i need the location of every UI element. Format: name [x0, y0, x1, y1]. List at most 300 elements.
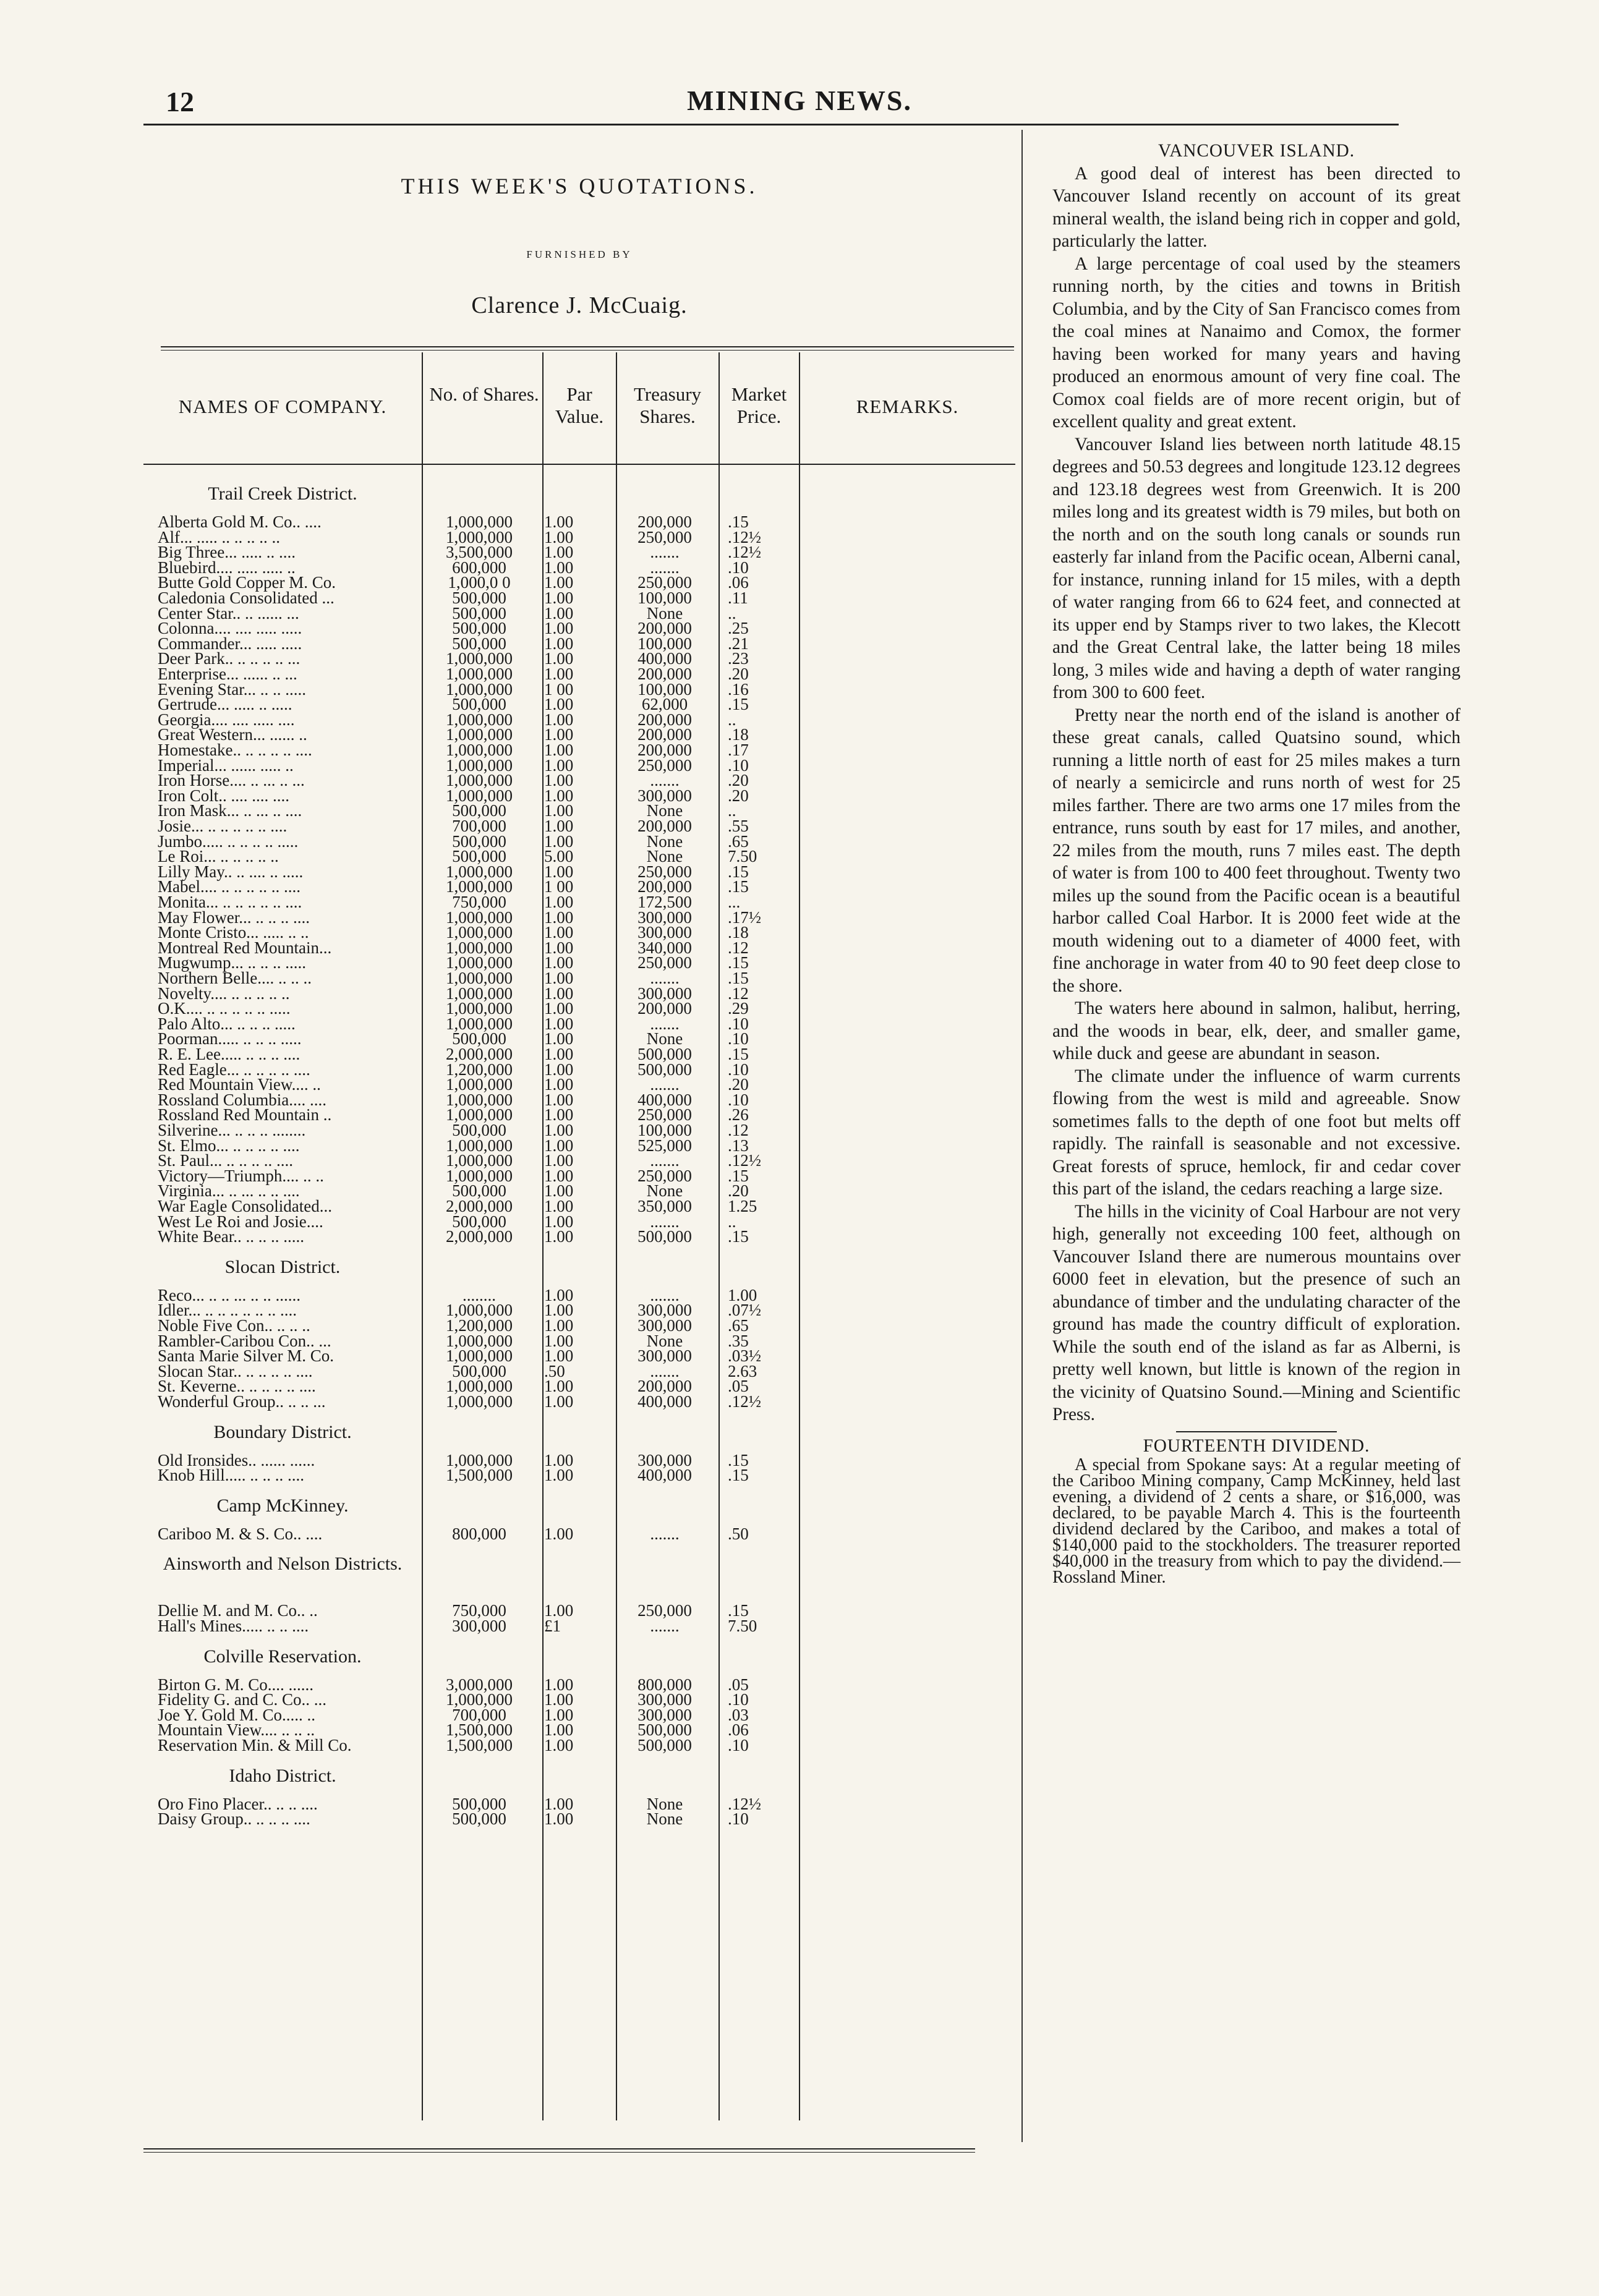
company-name: Iron Horse.... .. ... .. ...	[158, 771, 305, 790]
par-value: 1.00	[544, 755, 574, 775]
shares-value: ........	[463, 1285, 496, 1304]
treasury-value: 250,000	[637, 755, 692, 775]
table-bottom-rule	[143, 2152, 975, 2153]
par-value: 1.00	[544, 573, 574, 592]
company-name: Center Star.. .. ...... ...	[158, 603, 299, 623]
par-value: 1.00	[544, 543, 574, 562]
table-row	[0, 1466, 989, 1484]
table-row	[0, 1810, 989, 1827]
table-row	[0, 1737, 989, 1754]
shares-value: 1,000,000	[446, 725, 513, 744]
company-name: Alberta Gold M. Co.. ....	[158, 512, 322, 531]
company-name: Red Mountain View.... ..	[158, 1075, 321, 1094]
company-name: Old Ironsides.. ...... ......	[158, 1450, 315, 1469]
furnished-by: FURNISHED BY	[526, 249, 633, 260]
market-price: .15	[728, 969, 749, 987]
shares-value: 300,000	[452, 1617, 506, 1635]
market-price: .10	[728, 558, 749, 577]
shares-value: 750,000	[452, 1601, 506, 1620]
shares-value: 3,000,000	[446, 1675, 513, 1694]
par-value: 1.00	[544, 1285, 574, 1304]
par-value: 1.00	[544, 1060, 574, 1079]
par-value: 1.00	[544, 1166, 574, 1185]
company-name: St. Keverne.. .. .. .. .. ....	[158, 1377, 316, 1396]
par-value: 1.00	[544, 786, 574, 805]
company-name: R. E. Lee..... .. .. .. ....	[158, 1045, 301, 1063]
shares-value: 1,000,000	[446, 969, 513, 987]
shares-value: 1,000,000	[446, 1690, 513, 1709]
market-price: .55	[728, 817, 749, 835]
par-value: 1.00	[544, 649, 574, 668]
par-value: 1.00	[544, 1301, 574, 1320]
market-price: .07½	[728, 1301, 761, 1320]
shares-value: 1,200,000	[446, 1316, 513, 1335]
market-price: .12½	[728, 1392, 761, 1411]
company-name: Mabel.... .. .. .. .. .. ....	[158, 877, 301, 896]
treasury-value: 500,000	[637, 1227, 692, 1246]
district-heading: Colville Reservation.	[203, 1646, 362, 1667]
market-price: .15	[728, 1466, 749, 1485]
treasury-value: 200,000	[637, 877, 692, 896]
shares-value: 2,000,000	[446, 1197, 513, 1215]
shares-value: 500,000	[452, 801, 506, 820]
shares-value: 500,000	[452, 634, 506, 653]
company-name: Idler... .. .. .. .. .. .. ....	[158, 1301, 297, 1320]
company-name: Wonderful Group.. .. .. ...	[158, 1392, 326, 1411]
shares-value: 500,000	[452, 619, 506, 638]
market-price: .12	[728, 984, 749, 1003]
company-name: Gertrude... ..... .. .....	[158, 695, 292, 714]
par-value: 1.00	[544, 512, 574, 531]
par-value: 1.00	[544, 1377, 574, 1396]
treasury-value: 400,000	[637, 1466, 692, 1485]
treasury-value: .......	[650, 1361, 680, 1380]
market-price: .35	[728, 1331, 749, 1350]
table-bottom-rule	[143, 2148, 975, 2149]
table-row	[0, 1228, 989, 1245]
par-value: 1.00	[544, 1014, 574, 1033]
shares-value: 1,500,000	[446, 1720, 513, 1740]
par-value: 1.00	[544, 1809, 574, 1829]
treasury-value: 100,000	[637, 634, 692, 653]
company-name: Mugwump... .. .. .. .....	[158, 953, 307, 972]
shares-value: 1,000,000	[446, 1331, 513, 1350]
par-value: 1 00	[544, 877, 574, 896]
shares-value: 1,500,000	[446, 1466, 513, 1485]
par-value: 1.00	[544, 665, 574, 683]
shares-value: 1,000,000	[446, 755, 513, 775]
shares-value: 1,000,000	[446, 665, 513, 683]
column-header-remarks: REMARKS.	[856, 396, 959, 417]
par-value: 1.00	[544, 1151, 574, 1170]
market-price: .20	[728, 1181, 749, 1201]
company-name: Daisy Group.. .. .. .. ....	[158, 1809, 310, 1829]
company-name: O.K.... .. .. .. .. .. .....	[158, 999, 291, 1018]
market-price: .15	[728, 1601, 749, 1620]
treasury-value: None	[646, 1794, 683, 1813]
par-value: 1.00	[544, 831, 574, 851]
treasury-value: None	[646, 603, 683, 623]
column-header-par: Par Value.	[555, 383, 604, 427]
treasury-value: 100,000	[637, 1121, 692, 1139]
market-price: .10	[728, 755, 749, 775]
treasury-value: 200,000	[637, 710, 692, 729]
market-price: .10	[728, 1029, 749, 1048]
company-name: Colonna.... .... ..... .....	[158, 619, 302, 638]
shares-value: 1,000,000	[446, 953, 513, 972]
district-heading: Boundary District.	[213, 1421, 352, 1442]
company-name: Rossland Red Mountain ..	[158, 1105, 332, 1125]
par-value: 1.00	[544, 1227, 574, 1246]
company-name: Monita... .. .. .. .. .. ....	[158, 893, 302, 911]
company-name: Caledonia Consolidated ...	[158, 589, 335, 607]
market-price: .12½	[728, 543, 761, 562]
treasury-value: None	[646, 1181, 683, 1201]
market-price: 7.50	[728, 1617, 757, 1635]
par-value: 1.00	[544, 710, 574, 729]
treasury-value: 300,000	[637, 923, 692, 942]
shares-value: 1,000,000	[446, 1392, 513, 1411]
company-name: West Le Roi and Josie....	[158, 1212, 323, 1231]
shares-value: 1,000,000	[446, 999, 513, 1018]
par-value: 1.00	[544, 741, 574, 759]
company-name: Bluebird.... ..... ..... ..	[158, 558, 296, 577]
company-name: Evening Star... .. .. .....	[158, 679, 306, 699]
treasury-value: 800,000	[637, 1675, 692, 1694]
shares-value: 1,000,000	[446, 710, 513, 729]
company-name: War Eagle Consolidated...	[158, 1197, 332, 1215]
company-name: Hall's Mines..... .. .. ....	[158, 1617, 309, 1635]
article-paragraph: A large percentage of coal used by the steamers running north, by the cities and towns in British Columbia, and by the City of San Francisco comes from the coal mines at Nanaimo and Comox, the former having been worked for many years and having produced an enormous amount of very fine coal. The Comox coal fields are of more recent origin, but of excellent quality and great extent.	[1052, 253, 1460, 432]
par-value: .50	[544, 1361, 565, 1380]
par-value: 1.00	[544, 1794, 574, 1813]
market-price: .12½	[728, 527, 761, 546]
market-price: .12½	[728, 1794, 761, 1813]
company-name: Big Three... ..... .. ....	[158, 543, 296, 562]
par-value: 1.00	[544, 1346, 574, 1366]
shares-value: 500,000	[452, 1794, 506, 1813]
column-header-market: Market Price.	[731, 383, 787, 427]
company-name: White Bear.. .. .. .. .....	[158, 1227, 304, 1246]
column-header-shares: No. of Shares.	[429, 383, 539, 405]
treasury-value: .......	[650, 771, 680, 790]
treasury-value: 300,000	[637, 1450, 692, 1469]
treasury-value: 350,000	[637, 1197, 692, 1215]
treasury-value: .......	[650, 1212, 680, 1231]
market-price: .12½	[728, 1151, 761, 1170]
treasury-value: None	[646, 847, 683, 866]
shares-value: 1,000,000	[446, 771, 513, 790]
market-price: ..	[728, 801, 736, 820]
column-header-treasury: Treasury Shares.	[633, 383, 702, 427]
company-name: Rambler-Caribou Con.. ...	[158, 1331, 331, 1350]
market-price: .17	[728, 741, 749, 759]
company-name: Slocan Star.. .. .. .. .. ....	[158, 1361, 313, 1380]
market-price: .15	[728, 1045, 749, 1063]
treasury-value: 250,000	[637, 527, 692, 546]
shares-value: 500,000	[452, 1181, 506, 1201]
shares-value: 500,000	[452, 589, 506, 607]
shares-value: 700,000	[452, 817, 506, 835]
shares-value: 500,000	[452, 1809, 506, 1829]
par-value: 1.00	[544, 908, 574, 927]
article-paragraph: Vancouver Island lies between north latitude 48.15 degrees and 50.53 degrees and longitude 123.12 degrees and 123.18 degrees west from Greenwich. It is 200 miles long and its greatest width is 79 miles, but both on the north and on the south long canals or sounds run easterly far inland from the Pacific ocean, Alberni canal, for instance, running inland for 15 miles, with a depth of water ranging from 66 to 624 feet, and connected at its upper end by Stamps river to two lakes, the Klecott and the Great Central lake, the latter being 18 miles long, 3 miles wide and having a depth of water ranging from 300 to 600 feet.	[1052, 434, 1460, 702]
par-value: 1.00	[544, 1316, 574, 1335]
shares-value: 1,000,000	[446, 1377, 513, 1396]
article-paragraph: The climate under the influence of warm currents flowing from the west is mild and agreeable. Snow sometimes falls to the depth of one foot but melts off rapidly. The rainfall is seasonable and not excessive. Great forests of spruce, hemlock, fir and cedar cover this part of the island, the cedars reaching a large size.	[1052, 1066, 1460, 1199]
treasury-value: .......	[650, 1524, 680, 1543]
market-price: 7.50	[728, 847, 757, 866]
market-price: 2.63	[728, 1361, 757, 1380]
par-value: 1.00	[544, 1105, 574, 1125]
treasury-value: 62,000	[641, 695, 688, 714]
treasury-value: 300,000	[637, 1316, 692, 1335]
article-paragraph: A good deal of interest has been directed to Vancouver Island recently on account of its great mineral wealth, the island being rich in copper and gold, particularly the latter.	[1052, 163, 1460, 251]
market-price: .05	[728, 1377, 749, 1396]
company-name: Red Eagle... .. .. .. .. ....	[158, 1060, 310, 1079]
column-header-company: NAMES OF COMPANY.	[178, 396, 387, 417]
shares-value: 3,500,000	[446, 543, 513, 562]
head-rule	[143, 124, 1399, 125]
par-value: 1.00	[544, 1705, 574, 1724]
company-name: Dellie M. and M. Co.. ..	[158, 1601, 318, 1620]
shares-value: 700,000	[452, 1705, 506, 1724]
treasury-value: 200,000	[637, 725, 692, 744]
market-price: .25	[728, 619, 749, 638]
shares-value: 1,000,000	[446, 984, 513, 1003]
market-price: .20	[728, 1075, 749, 1094]
market-price: .15	[728, 877, 749, 896]
company-name: Fidelity G. and C. Co.. ...	[158, 1690, 327, 1709]
treasury-value: .......	[650, 1075, 680, 1094]
par-value: 1.00	[544, 999, 574, 1018]
treasury-value: 250,000	[637, 1105, 692, 1125]
table-row	[0, 1617, 989, 1635]
table-top-rule	[161, 346, 1014, 347]
par-value: 1.00	[544, 725, 574, 744]
par-value: 1.00	[544, 589, 574, 607]
market-price: .10	[728, 1090, 749, 1109]
treasury-value: .......	[650, 558, 680, 577]
par-value: 1.00	[544, 938, 574, 957]
market-price: .10	[728, 1690, 749, 1709]
par-value: 1.00	[544, 1720, 574, 1740]
company-name: Victory—Triumph.... .. ..	[158, 1166, 324, 1185]
company-name: Imperial... ...... ..... ..	[158, 755, 294, 775]
dividend-article-body: A special from Spokane says: At a regular meeting of the Cariboo Mining company, Camp McKinney, held last evening, a dividend of 2 cents a share, or $16,000, was declared, to be payable March 4. This is the fourteenth dividend declared by the Cariboo, and makes a total of $140,000 paid to the stockholders. The treasurer reported $40,000 in the treasury from which to pay the dividend.—Rossland Miner.	[1052, 1455, 1460, 1587]
market-price: .29	[728, 999, 749, 1018]
market-price: .20	[728, 786, 749, 805]
shares-value: 500,000	[452, 603, 506, 623]
par-value: 1.00	[544, 527, 574, 546]
shares-value: 1,000,000	[446, 862, 513, 881]
market-price: .15	[728, 1227, 749, 1246]
par-value: 1.00	[544, 1045, 574, 1063]
shares-value: 1,000,0 0	[448, 573, 511, 592]
shares-value: 1,000,000	[446, 938, 513, 957]
market-price: .65	[728, 1316, 749, 1335]
shares-value: 1,000,000	[446, 649, 513, 668]
market-price: .15	[728, 1450, 749, 1469]
par-value: 1.00	[544, 817, 574, 835]
company-name: Georgia.... .... ..... ....	[158, 710, 295, 729]
shares-value: 1,000,000	[446, 1090, 513, 1109]
par-value: 1.00	[544, 1524, 574, 1543]
par-value: 1.00	[544, 1675, 574, 1694]
par-value: 1.00	[544, 893, 574, 911]
company-name: Poorman..... .. .. .. .....	[158, 1029, 302, 1048]
treasury-value: .......	[650, 969, 680, 987]
treasury-value: 525,000	[637, 1136, 692, 1155]
par-value: 1.00	[544, 1736, 574, 1754]
shares-value: 600,000	[452, 558, 506, 577]
market-price: ..	[728, 603, 736, 623]
company-name: Deer Park.. .. .. .. .. ...	[158, 649, 301, 668]
company-name: Commander... ..... .....	[158, 634, 302, 653]
treasury-value: 500,000	[637, 1060, 692, 1079]
par-value: 1.00	[544, 603, 574, 623]
company-name: Great Western... ...... ..	[158, 725, 307, 744]
par-value: 1.00	[544, 969, 574, 987]
company-name: St. Paul... .. .. .. .. ....	[158, 1151, 294, 1170]
par-value: 1.00	[544, 1075, 574, 1094]
treasury-value: 250,000	[637, 1601, 692, 1620]
market-price: .05	[728, 1675, 749, 1694]
shares-value: 1,000,000	[446, 877, 513, 896]
treasury-value: 100,000	[637, 589, 692, 607]
shares-value: 500,000	[452, 695, 506, 714]
par-value: 1.00	[544, 1197, 574, 1215]
market-price: .10	[728, 1060, 749, 1079]
market-price: .15	[728, 953, 749, 972]
company-name: Monte Cristo... ..... .. ..	[158, 923, 309, 942]
table-top-rule	[161, 350, 1014, 351]
treasury-value: 172,500	[637, 893, 692, 911]
treasury-value: 400,000	[637, 1090, 692, 1109]
par-value: 1.00	[544, 1090, 574, 1109]
company-name: Josie... .. .. .. .. .. ....	[158, 817, 288, 835]
treasury-value: .......	[650, 1285, 680, 1304]
treasury-value: None	[646, 1331, 683, 1350]
shares-value: 1,000,000	[446, 527, 513, 546]
par-value: 1.00	[544, 1690, 574, 1709]
vancouver-article-title: VANCOUVER ISLAND.	[1158, 141, 1355, 161]
shares-value: 1,000,000	[446, 741, 513, 759]
company-name: Reservation Min. & Mill Co.	[158, 1736, 352, 1754]
shares-value: 1,000,000	[446, 1450, 513, 1469]
treasury-value: 200,000	[637, 665, 692, 683]
par-value: 1.00	[544, 1181, 574, 1201]
treasury-value: 400,000	[637, 649, 692, 668]
column-divider	[1021, 130, 1023, 2142]
treasury-value: 400,000	[637, 1392, 692, 1411]
par-value: 1.00	[544, 771, 574, 790]
treasury-value: 250,000	[637, 862, 692, 881]
shares-value: 1,000,000	[446, 679, 513, 699]
market-price: .20	[728, 771, 749, 790]
par-value: 1.00	[544, 1466, 574, 1485]
par-value: 1.00	[544, 953, 574, 972]
shares-value: 1,000,000	[446, 923, 513, 942]
par-value: £1	[544, 1617, 561, 1635]
company-name: Santa Marie Silver M. Co.	[158, 1346, 334, 1366]
company-name: Birton G. M. Co.... ......	[158, 1675, 314, 1694]
treasury-value: None	[646, 1809, 683, 1829]
treasury-value: 300,000	[637, 984, 692, 1003]
treasury-value: 250,000	[637, 953, 692, 972]
company-name: Northern Belle.... .. .. ..	[158, 969, 312, 987]
compiler-name: Clarence J. McCuaig.	[471, 292, 688, 318]
shares-value: 1,000,000	[446, 1166, 513, 1185]
market-price: .15	[728, 512, 749, 531]
shares-value: 1,500,000	[446, 1736, 513, 1754]
company-name: Noble Five Con.. .. .. ..	[158, 1316, 310, 1335]
company-name: Lilly May.. .. .... .. .....	[158, 862, 304, 881]
company-name: Iron Colt.. .... .... ....	[158, 786, 289, 805]
treasury-value: 200,000	[637, 512, 692, 531]
district-heading: Camp McKinney.	[216, 1495, 349, 1516]
market-price: .03	[728, 1705, 749, 1724]
shares-value: 1,000,000	[446, 786, 513, 805]
shares-value: 500,000	[452, 847, 506, 866]
market-price: .10	[728, 1014, 749, 1033]
shares-value: 1,000,000	[446, 1136, 513, 1155]
shares-value: 1,000,000	[446, 1075, 513, 1094]
par-value: 1.00	[544, 1121, 574, 1139]
par-value: 1.00	[544, 619, 574, 638]
treasury-value: 100,000	[637, 679, 692, 699]
market-price: .10	[728, 1736, 749, 1754]
shares-value: 1,000,000	[446, 908, 513, 927]
company-name: Homestake.. .. .. .. .. ....	[158, 741, 312, 759]
market-price: .23	[728, 649, 749, 668]
par-value: 1 00	[544, 679, 574, 699]
market-price: ..	[728, 1212, 736, 1231]
treasury-value: 200,000	[637, 741, 692, 759]
treasury-value: 200,000	[637, 999, 692, 1018]
company-name: Iron Mask... .. ... .. ....	[158, 801, 302, 820]
table-header-rule	[143, 464, 1015, 465]
market-price: .26	[728, 1105, 749, 1125]
par-value: 1.00	[544, 862, 574, 881]
article-paragraph: The waters here abound in salmon, halibut, herring, and the woods in bear, elk, deer, and smaller game, while duck and geese are abundant in season.	[1052, 998, 1460, 1063]
market-price: .15	[728, 1166, 749, 1185]
shares-value: 500,000	[452, 1029, 506, 1048]
shares-value: 2,000,000	[446, 1227, 513, 1246]
market-price: 1.25	[728, 1197, 757, 1215]
market-price: .15	[728, 695, 749, 714]
article-separator	[1176, 1431, 1337, 1432]
shares-value: 2,000,000	[446, 1045, 513, 1063]
market-price: .13	[728, 1136, 749, 1155]
shares-value: 500,000	[452, 1212, 506, 1231]
company-name: Butte Gold Copper M. Co.	[158, 573, 336, 592]
market-price: .06	[728, 573, 749, 592]
company-name: St. Elmo... .. .. .. .. ....	[158, 1136, 300, 1155]
treasury-value: .......	[650, 1014, 680, 1033]
company-name: Palo Alto... .. .. .. .....	[158, 1014, 296, 1033]
table-row	[0, 1393, 989, 1410]
treasury-value: 500,000	[637, 1736, 692, 1754]
par-value: 1.00	[544, 984, 574, 1003]
treasury-value: 200,000	[637, 619, 692, 638]
par-value: 1.00	[544, 801, 574, 820]
market-price: .21	[728, 634, 749, 653]
par-value: 1.00	[544, 1136, 574, 1155]
district-heading: Idaho District.	[229, 1765, 336, 1786]
shares-value: 1,000,000	[446, 1301, 513, 1320]
dividend-article-title: FOURTEENTH DIVIDEND.	[1143, 1435, 1370, 1456]
